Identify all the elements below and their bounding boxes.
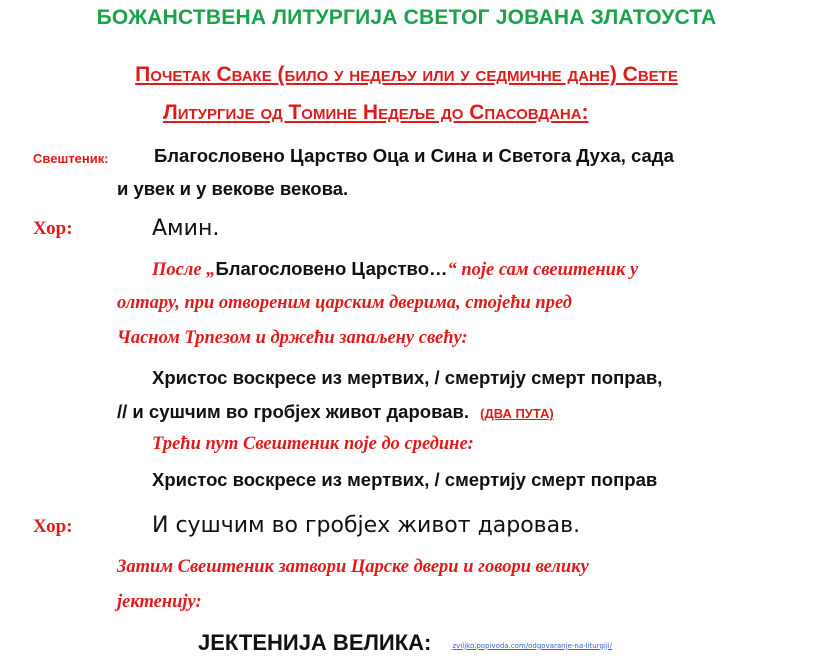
troparion-line-2: // и сушчим во гробјех живот даровав. bbox=[117, 401, 470, 422]
rubric-1-line-1 bbox=[152, 258, 784, 281]
twice-label: (ДВА ПУТА) bbox=[480, 406, 554, 421]
troparion-line-2-row bbox=[117, 401, 554, 423]
rubric-1-prefix: После „ bbox=[152, 260, 216, 280]
rubric-1-quote: Благословено Царство… bbox=[215, 258, 448, 279]
amen-response: Амин. bbox=[152, 216, 220, 241]
priest-text-line-1: Благословено Царство Оца и Сина и Светога Духа, сада bbox=[154, 145, 674, 166]
rubric-1-line-2: олтару, при отвореним царским дверима, стојећи пред bbox=[117, 293, 572, 313]
priest-text-line-2: и увек и у векове векова. bbox=[117, 178, 349, 199]
bottom-heading-row bbox=[198, 630, 612, 656]
subtitle-line-2: Литургије од Томине Недеље до Спасовдана: bbox=[163, 101, 589, 124]
choir-response: И сушчим во гробјех живот даровав. bbox=[152, 513, 581, 538]
priest-label: Свештеник: bbox=[33, 151, 109, 166]
troparion-half: Христос воскресе из мертвих, / смертију смерт поправ bbox=[152, 469, 658, 490]
subtitle-line-1: Почетак Сваке (било у недељу или у седмичне дане) Свете bbox=[135, 63, 678, 86]
rubric-2: Трећи пут Свештеник поје до средине: bbox=[152, 434, 474, 454]
rubric-1-suffix: “ поје сам свештеник у bbox=[447, 260, 639, 280]
rubric-1-line-3: Часном Трпезом и држећи запаљену свећу: bbox=[117, 328, 468, 348]
choir-label-2: Хор: bbox=[33, 516, 73, 537]
choir-label: Хор: bbox=[33, 218, 73, 239]
bottom-heading: ЈЕКТЕНИЈА ВЕЛИКА: bbox=[198, 630, 432, 655]
rubric-3-line-2: јектенију: bbox=[117, 592, 202, 612]
rubric-3-line-1: Затим Свештеник затвори Царске двери и говори велику bbox=[117, 557, 589, 577]
document-title: БОЖАНСТВЕНА ЛИТУРГИЈА СВЕТОГ ЈОВАНА ЗЛАТОУСТА bbox=[96, 6, 717, 29]
troparion-line-1: Христос воскресе из мертвих, / смертију смерт поправ, bbox=[152, 367, 663, 388]
footnote-link[interactable]: zviljko.popivoda.com/odgovaranje-na-liturgiji/ bbox=[452, 641, 613, 650]
